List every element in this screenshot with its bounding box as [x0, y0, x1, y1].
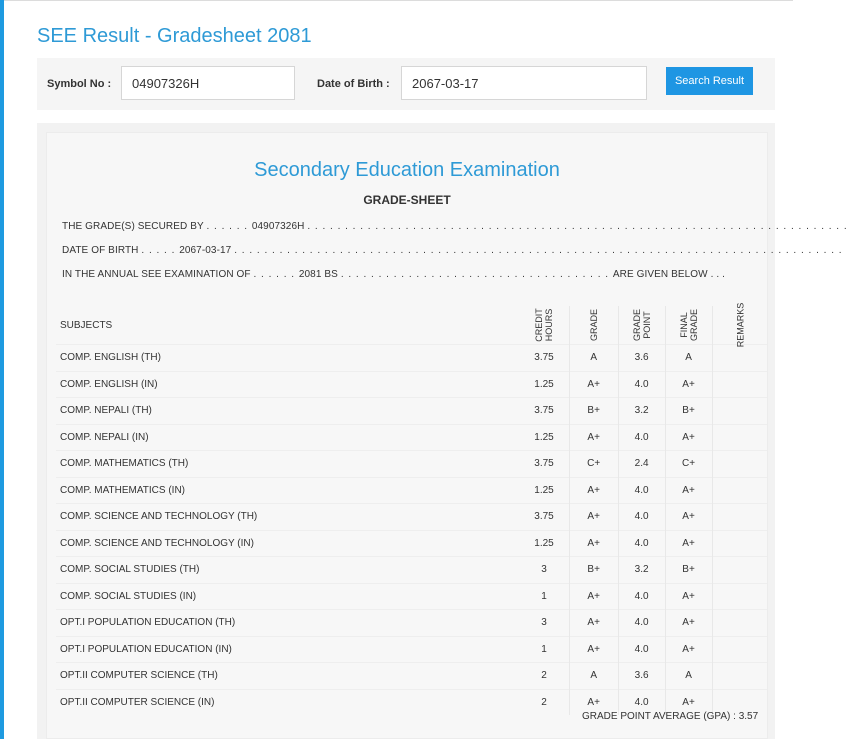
final-grade-cell: B+ [665, 557, 712, 584]
info-dob-value: 2067-03-17 [179, 245, 232, 256]
final-grade-cell: A+ [665, 636, 712, 663]
table-row [56, 636, 767, 663]
credit-hours-cell: 1.25 [519, 424, 569, 451]
table-row [56, 371, 767, 398]
remarks-cell [712, 424, 767, 451]
top-divider [4, 0, 793, 1]
subject-cell: COMP. SCIENCE AND TECHNOLOGY (IN) [56, 530, 519, 557]
subject-cell: COMP. ENGLISH (IN) [56, 371, 519, 398]
grade-cell: A [569, 345, 618, 372]
table-row [56, 477, 767, 504]
grade-point-cell: 3.6 [618, 345, 665, 372]
search-form [37, 58, 775, 110]
info-line-symbol: THE GRADE(S) SECURED BY . . . . . . 04907326H . . . . . . . . . . . . . . . . . . . . . . . . . . . . . . . . . . . . . . . . . . . . . . . . . . . . . . . . . . . . . . . . . . . . . . . . [62, 221, 848, 232]
credit-hours-cell: 3 [519, 557, 569, 584]
symbol-input[interactable] [121, 66, 295, 100]
remarks-cell [712, 504, 767, 531]
table-row [56, 610, 767, 637]
subject-cell: OPT.II COMPUTER SCIENCE (TH) [56, 663, 519, 690]
header-grade: GRADE [569, 306, 618, 345]
grade-point-cell: 4.0 [618, 689, 665, 715]
credit-hours-cell: 2 [519, 663, 569, 690]
table-row [56, 345, 767, 372]
remarks-cell [712, 636, 767, 663]
final-grade-cell: A [665, 345, 712, 372]
table-row [56, 557, 767, 584]
credit-hours-cell: 3.75 [519, 504, 569, 531]
info-symbol-value: 04907326H [251, 221, 305, 232]
info-dob-prefix: DATE OF BIRTH [62, 245, 139, 256]
table-row [56, 504, 767, 531]
table-row [56, 663, 767, 690]
table-header-row [56, 306, 767, 345]
search-result-button[interactable]: Search Result [666, 67, 753, 95]
info-exam-value: 2081 BS [298, 269, 338, 280]
grade-point-cell: 4.0 [618, 636, 665, 663]
grade-cell: B+ [569, 398, 618, 425]
remarks-cell [712, 663, 767, 690]
page-title: SEE Result - Gradesheet 2081 [37, 25, 312, 47]
remarks-cell [712, 557, 767, 584]
final-grade-cell: A+ [665, 610, 712, 637]
credit-hours-cell: 1.25 [519, 477, 569, 504]
grade-cell: A+ [569, 477, 618, 504]
grade-point-cell: 4.0 [618, 477, 665, 504]
final-grade-cell: A+ [665, 530, 712, 557]
table-row [56, 583, 767, 610]
remarks-cell [712, 345, 767, 372]
grade-cell: A+ [569, 610, 618, 637]
grade-cell: A+ [569, 504, 618, 531]
credit-hours-cell: 3.75 [519, 451, 569, 478]
credit-hours-cell: 1.25 [519, 530, 569, 557]
info-exam-prefix: IN THE ANNUAL SEE EXAMINATION OF [62, 269, 251, 280]
gpa-summary [582, 711, 758, 722]
left-accent-bar [0, 0, 4, 739]
remarks-cell [712, 398, 767, 425]
grade-cell: C+ [569, 451, 618, 478]
grade-point-cell: 4.0 [618, 610, 665, 637]
grade-point-cell: 3.2 [618, 557, 665, 584]
grade-point-cell: 2.4 [618, 451, 665, 478]
grade-point-cell: 4.0 [618, 583, 665, 610]
grade-sheet-title: GRADE-SHEET [363, 193, 451, 207]
table-row [56, 451, 767, 478]
subject-cell: COMP. NEPALI (IN) [56, 424, 519, 451]
info-line-exam: IN THE ANNUAL SEE EXAMINATION OF . . . . . . 2081 BS . . . . . . . . . . . . . . . . . . . . . . . . . . . . . . . . . . . . ARE GIVEN BELOW . . . [62, 269, 725, 280]
grade-point-cell: 4.0 [618, 424, 665, 451]
header-credit-hours: CREDIT HOURS [519, 306, 569, 345]
remarks-cell [712, 583, 767, 610]
exam-title: Secondary Education Examination [254, 159, 560, 181]
subject-cell: OPT.II COMPUTER SCIENCE (IN) [56, 689, 519, 715]
subject-cell: COMP. SOCIAL STUDIES (IN) [56, 583, 519, 610]
subject-cell: COMP. NEPALI (TH) [56, 398, 519, 425]
final-grade-cell: A+ [665, 583, 712, 610]
credit-hours-cell: 2 [519, 689, 569, 715]
dob-label: Date of Birth : [317, 78, 390, 90]
final-grade-cell: A+ [665, 424, 712, 451]
remarks-cell [712, 371, 767, 398]
credit-hours-cell: 1 [519, 636, 569, 663]
final-grade-cell: A+ [665, 371, 712, 398]
subject-cell: OPT.I POPULATION EDUCATION (IN) [56, 636, 519, 663]
grade-cell: A [569, 663, 618, 690]
grade-cell: A+ [569, 424, 618, 451]
table-row [56, 530, 767, 557]
subject-cell: COMP. SCIENCE AND TECHNOLOGY (TH) [56, 504, 519, 531]
grade-point-cell: 3.2 [618, 398, 665, 425]
grade-cell: A+ [569, 371, 618, 398]
gpa-label: GRADE POINT AVERAGE (GPA) : [582, 711, 736, 722]
remarks-cell [712, 530, 767, 557]
subject-cell: COMP. SOCIAL STUDIES (TH) [56, 557, 519, 584]
header-grade-point: GRADE POINT [618, 306, 665, 345]
grade-point-cell: 4.0 [618, 530, 665, 557]
grade-cell: B+ [569, 557, 618, 584]
symbol-label: Symbol No : [47, 78, 112, 90]
header-subjects: SUBJECTS [60, 319, 113, 331]
grade-sheet [46, 132, 848, 739]
grades-table [56, 302, 767, 715]
grade-cell: A+ [569, 689, 618, 715]
grade-point-cell: 4.0 [618, 504, 665, 531]
final-grade-cell: A+ [665, 689, 712, 715]
subject-cell: COMP. MATHEMATICS (TH) [56, 451, 519, 478]
final-grade-cell: C+ [665, 451, 712, 478]
credit-hours-cell: 3.75 [519, 398, 569, 425]
grade-cell: A+ [569, 636, 618, 663]
info-exam-suffix: ARE GIVEN BELOW . . . [612, 269, 725, 280]
grade-point-cell: 4.0 [618, 371, 665, 398]
table-row [56, 398, 767, 425]
subject-cell: COMP. MATHEMATICS (IN) [56, 477, 519, 504]
subject-cell: COMP. ENGLISH (TH) [56, 345, 519, 372]
header-final-grade: FINAL GRADE [665, 306, 712, 345]
info-symbol-prefix: THE GRADE(S) SECURED BY [62, 221, 204, 232]
grade-cell: A+ [569, 583, 618, 610]
credit-hours-cell: 3 [519, 610, 569, 637]
grade-point-cell: 3.6 [618, 663, 665, 690]
credit-hours-cell: 1 [519, 583, 569, 610]
dob-input[interactable] [401, 66, 647, 100]
table-row [56, 424, 767, 451]
grade-cell: A+ [569, 530, 618, 557]
final-grade-cell: A+ [665, 477, 712, 504]
info-line-dob: DATE OF BIRTH . . . . . 2067-03-17 . . . . . . . . . . . . . . . . . . . . . . . . . . . . . . . . . . . . . . . . . . . . . . . . . . . . . . . . . . . . . . . . . . . . . . . . . . . . . . . . . [62, 245, 843, 256]
remarks-cell [712, 451, 767, 478]
gpa-value: 3.57 [738, 711, 759, 722]
header-remarks: REMARKS [734, 302, 745, 347]
credit-hours-cell: 3.75 [519, 345, 569, 372]
subject-cell: OPT.I POPULATION EDUCATION (TH) [56, 610, 519, 637]
remarks-cell [712, 477, 767, 504]
final-grade-cell: A [665, 663, 712, 690]
remarks-cell [712, 610, 767, 637]
credit-hours-cell: 1.25 [519, 371, 569, 398]
final-grade-cell: B+ [665, 398, 712, 425]
result-container [37, 123, 848, 739]
final-grade-cell: A+ [665, 504, 712, 531]
